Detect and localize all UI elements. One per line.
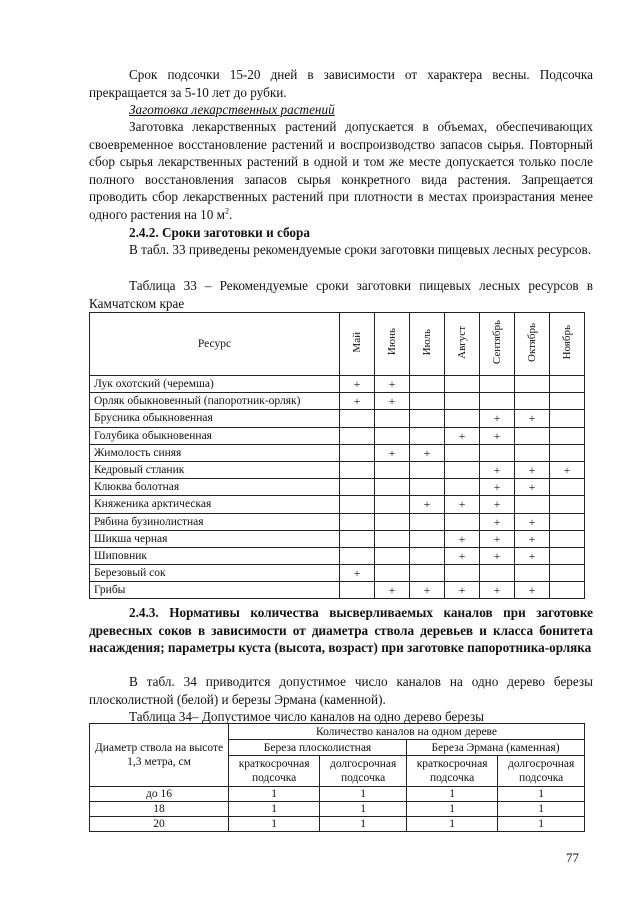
- paragraph-medicinal-text: Заготовка лекарственных растений допускается в объемах, обеспечивающих своевременное восстановление растений и воспроизводство запасов сырья. Повторный сбор сырья лекарственных растений в одной и том же месте допускается только после полного восстановления запасов сырья конкретного вида растения. Запрещается проводить сбор лекарственных растений при плотности в местах произрастания менее одного растения на 10 м: [89, 119, 593, 222]
- header-subcol: краткосрочная подсочка: [407, 756, 498, 787]
- channels-cell: 1: [407, 802, 498, 817]
- month-mark: [480, 444, 515, 461]
- table34-header-row: [90, 724, 585, 740]
- month-label: Сентябрь: [491, 319, 503, 365]
- month-label: Август: [456, 325, 468, 359]
- channels-cell: 1: [407, 787, 498, 802]
- table33-header-row: [90, 313, 585, 376]
- month-mark: +: [480, 582, 515, 599]
- header-month: [445, 313, 480, 376]
- header-subcol: долгосрочная подсочка: [498, 756, 585, 787]
- month-mark: [550, 444, 585, 461]
- header-resource: Ресурс: [90, 313, 340, 376]
- month-mark: [550, 376, 585, 393]
- month-mark: +: [445, 547, 480, 564]
- header-subcol: краткосрочная подсочка: [229, 756, 320, 787]
- resource-name: Орляк обыкновенный (папоротник-орляк): [90, 393, 340, 410]
- month-mark: [340, 513, 375, 530]
- header-species: Береза Эрмана (каменная): [407, 740, 585, 756]
- month-mark: +: [515, 513, 550, 530]
- month-mark: +: [375, 582, 410, 599]
- month-mark: [375, 530, 410, 547]
- channels-cell: 1: [498, 802, 585, 817]
- month-mark: [340, 461, 375, 478]
- resource-name: Кедровый стланик: [90, 461, 340, 478]
- paragraph-medicinal-plants: [89, 118, 593, 223]
- resource-name: Клюква болотная: [90, 479, 340, 496]
- header-month: [515, 313, 550, 376]
- month-mark: +: [480, 496, 515, 513]
- channels-cell: 1: [229, 817, 320, 832]
- month-mark: +: [480, 530, 515, 547]
- month-mark: [550, 410, 585, 427]
- month-mark: [340, 479, 375, 496]
- month-mark: [480, 565, 515, 582]
- month-mark: [340, 530, 375, 547]
- header-month: [550, 313, 585, 376]
- month-mark: [445, 479, 480, 496]
- month-mark: [550, 582, 585, 599]
- month-mark: [445, 393, 480, 410]
- month-mark: [410, 547, 445, 564]
- month-mark: +: [340, 376, 375, 393]
- resource-name: Брусника обыкновенная: [90, 410, 340, 427]
- channels-cell: 1: [229, 802, 320, 817]
- month-mark: [375, 513, 410, 530]
- month-label: Май: [351, 331, 363, 353]
- month-mark: [550, 479, 585, 496]
- table-34: [89, 723, 585, 832]
- header-species: Береза плосколистная: [229, 740, 407, 756]
- channels-cell: 1: [498, 817, 585, 832]
- month-mark: [515, 444, 550, 461]
- month-mark: [375, 547, 410, 564]
- month-mark: [550, 565, 585, 582]
- month-mark: +: [480, 513, 515, 530]
- month-mark: +: [410, 582, 445, 599]
- month-label: Ноябрь: [561, 324, 573, 360]
- month-mark: [375, 427, 410, 444]
- diameter-cell: 20: [90, 817, 229, 832]
- header-month: [375, 313, 410, 376]
- month-mark: +: [480, 547, 515, 564]
- month-mark: [515, 496, 550, 513]
- month-mark: [550, 496, 585, 513]
- month-mark: [410, 410, 445, 427]
- table-row: [90, 444, 585, 461]
- month-mark: [340, 444, 375, 461]
- month-mark: [375, 461, 410, 478]
- month-mark: [515, 427, 550, 444]
- month-mark: +: [550, 461, 585, 478]
- month-mark: +: [375, 393, 410, 410]
- table-row: [90, 530, 585, 547]
- table-row: [90, 565, 585, 582]
- month-mark: [410, 565, 445, 582]
- table-row: [90, 787, 585, 802]
- month-mark: +: [480, 479, 515, 496]
- month-mark: [445, 461, 480, 478]
- table-33: [89, 312, 585, 599]
- table-row: [90, 496, 585, 513]
- superscript: 2: [224, 206, 229, 216]
- month-label: Июль: [421, 328, 433, 356]
- subheading-medicinal-plants: [89, 101, 593, 119]
- month-mark: +: [445, 496, 480, 513]
- table-row: [90, 582, 585, 599]
- table-row: [90, 547, 585, 564]
- channels-cell: 1: [229, 787, 320, 802]
- caption-table-33: Таблица 33 – Рекомендуемые сроки заготовки пищевых лесных ресурсов в Камчатском крае: [89, 278, 593, 311]
- month-mark: [375, 565, 410, 582]
- month-mark: [550, 513, 585, 530]
- month-mark: [445, 376, 480, 393]
- month-mark: +: [515, 547, 550, 564]
- diameter-cell: 18: [90, 802, 229, 817]
- month-mark: [480, 393, 515, 410]
- header-month: [410, 313, 445, 376]
- month-mark: [410, 479, 445, 496]
- table-row: [90, 393, 585, 410]
- resource-name: Голубика обыкновенная: [90, 427, 340, 444]
- month-mark: [375, 410, 410, 427]
- caption-table-34: Таблица 34– Допустимое число каналов на одно дерево березы: [129, 709, 485, 724]
- month-mark: +: [375, 444, 410, 461]
- resource-name: Жимолость синяя: [90, 444, 340, 461]
- resource-name: Березовый сок: [90, 565, 340, 582]
- paragraph-table34-intro: В табл. 34 приводится допустимое число каналов на одно дерево березы плосколистной (белой) и березы Эрмана (каменной).: [89, 674, 593, 707]
- resource-name: Шиповник: [90, 547, 340, 564]
- month-mark: +: [375, 376, 410, 393]
- month-mark: [340, 547, 375, 564]
- month-mark: +: [445, 530, 480, 547]
- diameter-cell: до 16: [90, 787, 229, 802]
- month-mark: +: [515, 479, 550, 496]
- month-mark: [410, 376, 445, 393]
- month-label: Октябрь: [526, 322, 538, 362]
- month-mark: [550, 530, 585, 547]
- month-mark: +: [515, 410, 550, 427]
- month-mark: [445, 513, 480, 530]
- table-row: [90, 513, 585, 530]
- month-mark: [445, 444, 480, 461]
- month-mark: [515, 565, 550, 582]
- paragraph-harvest-period: Срок подсочки 15-20 дней в зависимости от характера весны. Подсочка прекращается за 5-10 лет до рубки.: [89, 67, 593, 100]
- subheading-text: Заготовка лекарственных растений: [129, 102, 335, 117]
- channels-cell: 1: [498, 787, 585, 802]
- month-mark: [515, 393, 550, 410]
- month-mark: +: [515, 530, 550, 547]
- header-month: [340, 313, 375, 376]
- month-mark: [445, 410, 480, 427]
- month-mark: +: [340, 393, 375, 410]
- channels-cell: 1: [320, 817, 407, 832]
- table-row: [90, 427, 585, 444]
- month-mark: +: [515, 582, 550, 599]
- month-mark: [410, 427, 445, 444]
- month-mark: [445, 565, 480, 582]
- month-mark: [375, 479, 410, 496]
- header-channels: Количество каналов на одном дереве: [229, 724, 585, 740]
- month-mark: +: [515, 461, 550, 478]
- table-row: [90, 376, 585, 393]
- channels-cell: 1: [320, 802, 407, 817]
- month-mark: [375, 496, 410, 513]
- month-mark: +: [480, 461, 515, 478]
- header-month: [480, 313, 515, 376]
- month-mark: +: [410, 444, 445, 461]
- month-mark: [340, 582, 375, 599]
- month-mark: [410, 393, 445, 410]
- resource-name: Рябина бузинолистная: [90, 513, 340, 530]
- month-mark: [410, 530, 445, 547]
- header-diameter: Диаметр ствола на высоте 1,3 метра, см: [90, 724, 229, 787]
- month-label: Июнь: [386, 328, 398, 356]
- table-row: [90, 817, 585, 832]
- table-row: [90, 479, 585, 496]
- month-mark: +: [445, 582, 480, 599]
- table-row: [90, 461, 585, 478]
- month-mark: [340, 496, 375, 513]
- table-row: [90, 410, 585, 427]
- month-mark: [410, 513, 445, 530]
- month-mark: +: [410, 496, 445, 513]
- channels-cell: 1: [320, 787, 407, 802]
- resource-name: Княженика арктическая: [90, 496, 340, 513]
- month-mark: [550, 427, 585, 444]
- heading-2-4-2: 2.4.2. Сроки заготовки и сбора: [129, 225, 310, 240]
- resource-name: Грибы: [90, 582, 340, 599]
- month-mark: [410, 461, 445, 478]
- resource-name: Лук охотский (черемша): [90, 376, 340, 393]
- channels-cell: 1: [407, 817, 498, 832]
- month-mark: [515, 376, 550, 393]
- resource-name: Шикша черная: [90, 530, 340, 547]
- month-mark: [340, 427, 375, 444]
- table-row: [90, 802, 585, 817]
- month-mark: +: [340, 565, 375, 582]
- header-subcol: долгосрочная подсочка: [320, 756, 407, 787]
- paragraph-end-dot: .: [228, 206, 233, 222]
- month-mark: [550, 393, 585, 410]
- month-mark: [550, 547, 585, 564]
- month-mark: [480, 376, 515, 393]
- page-number: 77: [566, 850, 579, 865]
- month-mark: +: [480, 427, 515, 444]
- heading-2-4-3: 2.4.3. Нормативы количества высверливаемых каналов при заготовке древесных соков в зависимости от диаметра ствола деревьев и класса бонитета насаждения; параметры куста (высота, возраст) при заготовке папоротника-орляка: [89, 605, 593, 655]
- month-mark: +: [445, 427, 480, 444]
- month-mark: [340, 410, 375, 427]
- paragraph-table33-intro: В табл. 33 приведены рекомендуемые сроки заготовки пищевых лесных ресурсов.: [129, 242, 592, 257]
- month-mark: +: [480, 410, 515, 427]
